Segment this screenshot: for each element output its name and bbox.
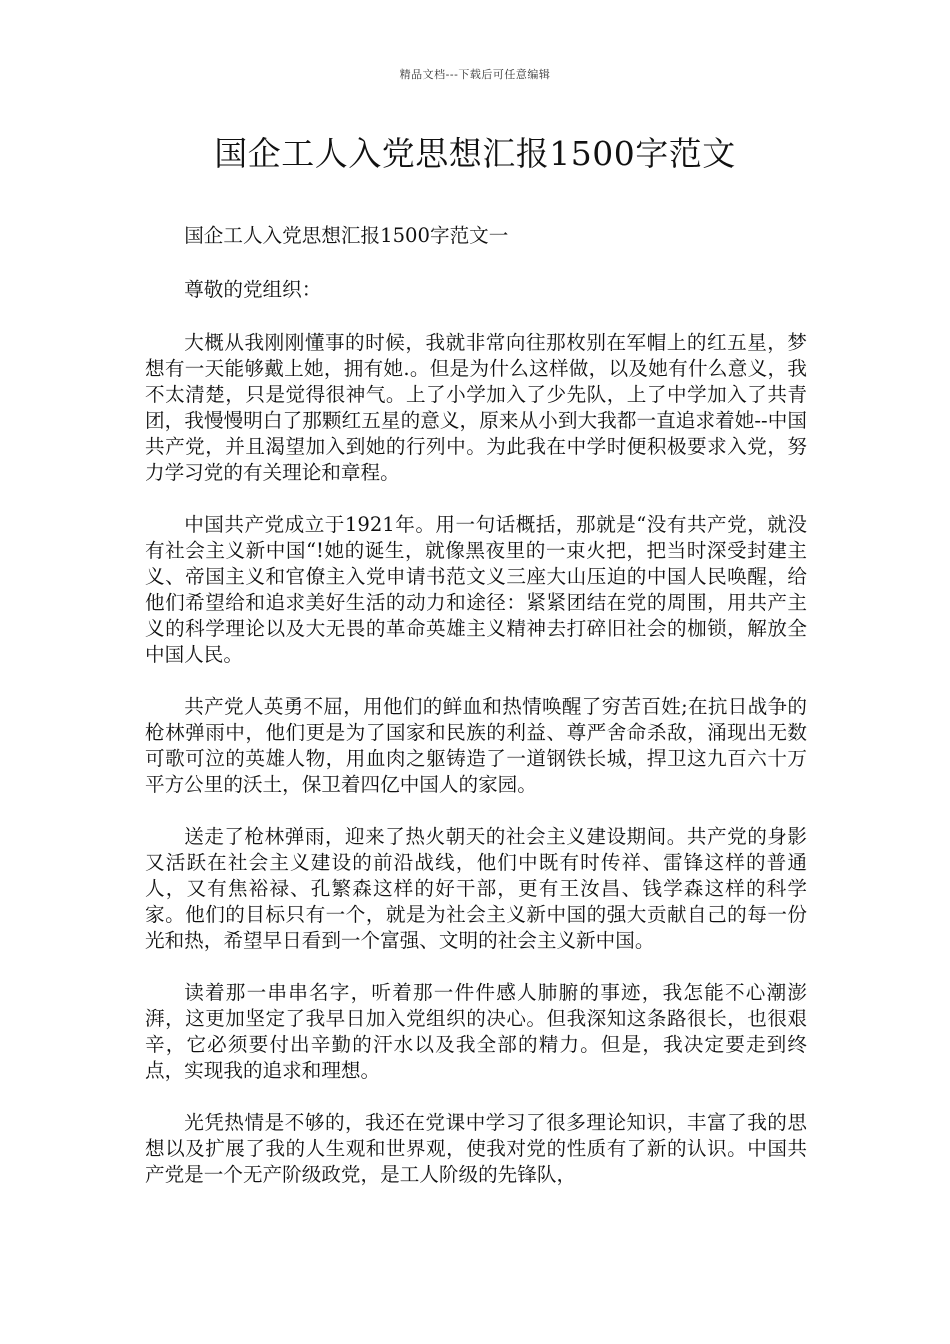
paragraph-4: 送走了枪林弹雨，迎来了热火朝天的社会主义建设期间。共产党的身影又活跃在社会主义建设的前沿战线，他们中既有时传祥、雷锋这样的普通人，又有焦裕禄、孔繁森这样的好干部，更有王汝昌、钱学森这样的科学家。他们的目标只有一个，就是为社会主义新中国的强大贡献自己的每一份光和热，希望早日看到一个富强、文明的社会主义新中国。 — [145, 825, 807, 952]
paragraph-3: 共产党人英勇不屈，用他们的鲜血和热情唤醒了穷苦百姓;在抗日战争的枪林弹雨中，他们更是为了国家和民族的利益、尊严舍命杀敌，涌现出无数可歌可泣的英雄人物，用血肉之躯铸造了一道钢铁长城，捍卫这九百六十万平方公里的沃土，保卫着四亿中国人的家园。 — [145, 695, 807, 796]
section-subtitle: 国企工人入党思想汇报1500字范文一 — [184, 224, 509, 247]
document-body — [145, 222, 807, 1214]
paragraph-5: 读着那一串串名字，听着那一件件感人肺腑的事迹，我怎能不心潮澎湃，这更加坚定了我早日加入党组织的决心。但我深知这条路很长，也很艰辛，它必须要付出辛勤的汗水以及我全部的精力。但是，我决定要走到终点，实现我的追求和理想。 — [145, 981, 807, 1082]
header-note: 精品文档---下载后可任意编辑 — [399, 68, 551, 81]
paragraph-6: 光凭热情是不够的，我还在党课中学习了很多理论知识，丰富了我的思想以及扩展了我的人生观和世界观，使我对党的性质有了新的认识。中国共产党是一个无产阶级政党，是工人阶级的先锋队， — [145, 1111, 807, 1186]
paragraph-1: 大概从我刚刚懂事的时候，我就非常向往那枚别在军帽上的红五星，梦想有一天能够戴上她，拥有她.。但是为什么这样做，以及她有什么意义，我不太清楚，只是觉得很神气。上了小学加入了少先队，上了中学加入了共青团，我慢慢明白了那颗红五星的意义，原来从小到大我都一直追求着她--中国共产党，并且渴望加入到她的行列中。为此我在中学时便积极要求入党，努力学习党的有关理论和章程。 — [145, 331, 807, 484]
document-title: 国企工人入党思想汇报1500字范文 — [214, 134, 736, 173]
salutation: 尊敬的党组织： — [184, 278, 322, 301]
paragraph-2: 中国共产党成立于1921年。用一句话概括，那就是“没有共产党，就没有社会主义新中国“!她的诞生，就像黑夜里的一束火把，把当时深受封建主义、帝国主义和官僚主入党申请书范文义三座大山压迫的中国人民唤醒，给他们希望给和追求美好生活的动力和途径：紧紧团结在党的周围，用共产主义的科学理论以及大无畏的革命英雄主义精神去打碎旧社会的枷锁，解放全中国人民。 — [145, 513, 807, 666]
